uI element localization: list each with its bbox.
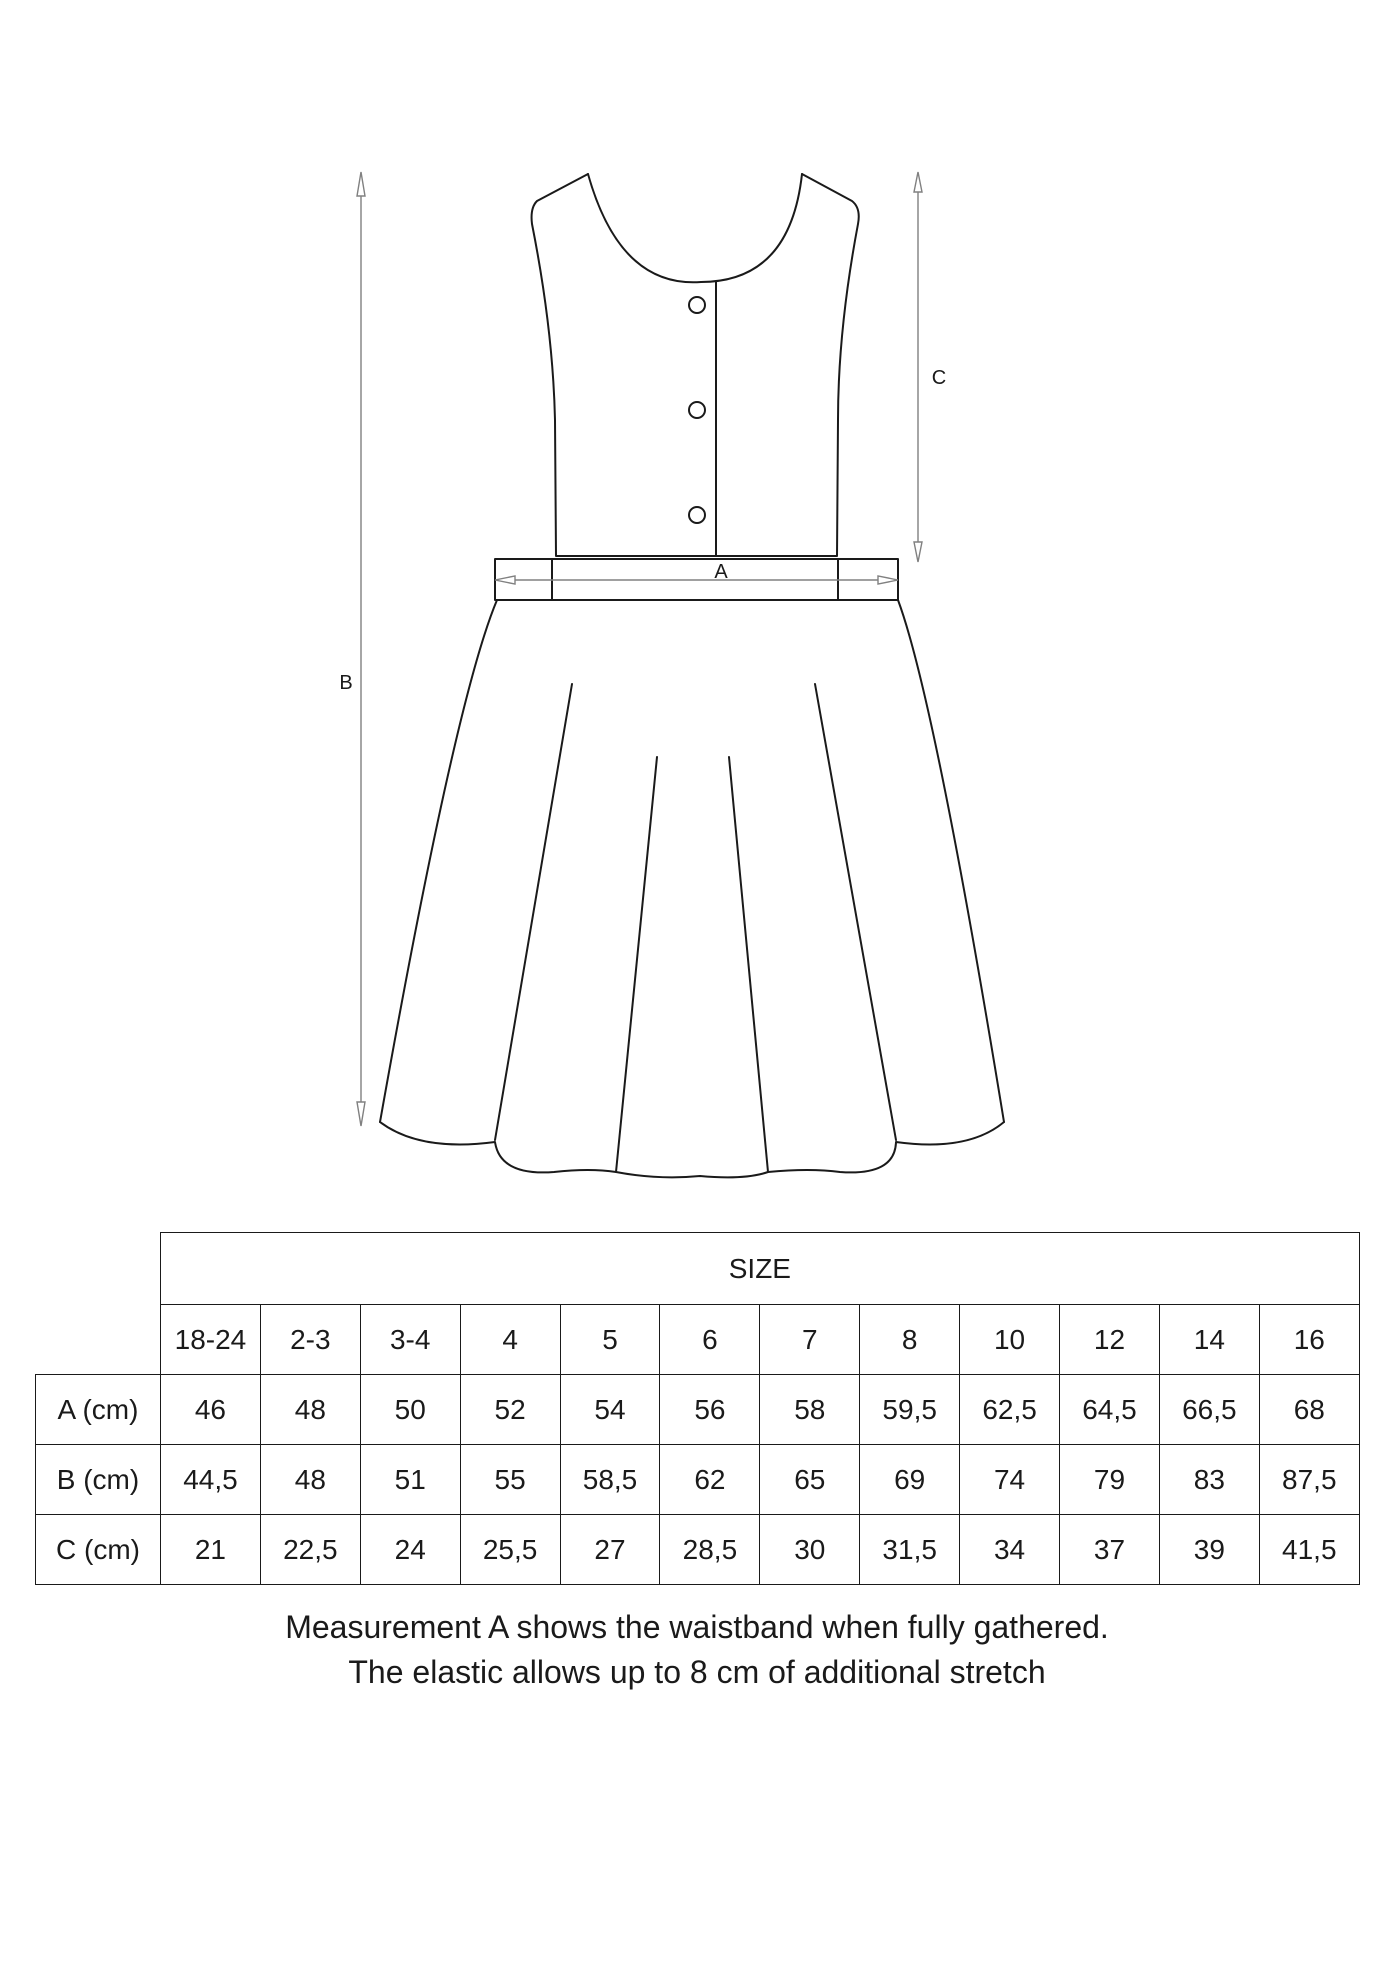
button-1 [689, 297, 705, 313]
dimension-a-arrow-right [878, 576, 898, 584]
dimension-a-label: A [714, 561, 728, 583]
size-label: 4 [460, 1305, 560, 1375]
value-cell: 39 [1159, 1515, 1259, 1585]
value-cell: 48 [260, 1375, 360, 1445]
pleat-line-4 [815, 684, 896, 1140]
value-cell: 34 [960, 1515, 1060, 1585]
neckline [588, 174, 802, 282]
value-cell: 74 [960, 1445, 1060, 1515]
size-label: 10 [960, 1305, 1060, 1375]
value-cell: 58 [760, 1375, 860, 1445]
skirt-left-seam [380, 600, 497, 1122]
dimension-c-arrow-bottom [914, 542, 922, 562]
value-cell: 48 [260, 1445, 360, 1515]
value-cell: 54 [560, 1375, 660, 1445]
size-header-cell: SIZE [161, 1233, 1360, 1305]
row-label: B (cm) [36, 1445, 161, 1515]
size-label: 18-24 [161, 1305, 261, 1375]
value-cell: 87,5 [1259, 1445, 1359, 1515]
value-cell: 58,5 [560, 1445, 660, 1515]
size-label: 14 [1159, 1305, 1259, 1375]
bodice-outline [532, 174, 859, 556]
size-header-row [36, 1233, 1360, 1305]
value-cell: 69 [860, 1445, 960, 1515]
value-cell: 44,5 [161, 1445, 261, 1515]
size-label: 12 [1060, 1305, 1160, 1375]
size-label: 8 [860, 1305, 960, 1375]
pleat-line-1 [495, 684, 572, 1140]
value-cell: 46 [161, 1375, 261, 1445]
note-line-2: The elastic allows up to 8 cm of additional stretch [348, 1654, 1046, 1690]
size-label: 16 [1259, 1305, 1359, 1375]
button-3 [689, 507, 705, 523]
pleat-line-2 [616, 757, 657, 1172]
size-label: 7 [760, 1305, 860, 1375]
value-cell: 37 [1060, 1515, 1160, 1585]
size-label: 2-3 [260, 1305, 360, 1375]
measurement-row-a [36, 1375, 1360, 1445]
dimension-a-arrow-left [495, 576, 515, 584]
value-cell: 30 [760, 1515, 860, 1585]
value-cell: 62,5 [960, 1375, 1060, 1445]
pleat-line-3 [729, 757, 768, 1172]
corner-blank-cell [36, 1233, 161, 1305]
button-2 [689, 402, 705, 418]
value-cell: 79 [1060, 1445, 1160, 1515]
value-cell: 31,5 [860, 1515, 960, 1585]
value-cell: 56 [660, 1375, 760, 1445]
value-cell: 24 [360, 1515, 460, 1585]
value-cell: 50 [360, 1375, 460, 1445]
corner-blank-cell [36, 1305, 161, 1375]
value-cell: 65 [760, 1445, 860, 1515]
skirt-right-seam [898, 600, 1004, 1122]
value-cell: 25,5 [460, 1515, 560, 1585]
note-line-1: Measurement A shows the waistband when fully gathered. [285, 1609, 1109, 1645]
row-label: A (cm) [36, 1375, 161, 1445]
size-chart-table [35, 1232, 1360, 1585]
size-labels-row [36, 1305, 1360, 1375]
value-cell: 55 [460, 1445, 560, 1515]
value-cell: 27 [560, 1515, 660, 1585]
value-cell: 66,5 [1159, 1375, 1259, 1445]
value-cell: 59,5 [860, 1375, 960, 1445]
dimension-b-arrow-bottom [357, 1102, 365, 1126]
dimension-c-label: C [931, 367, 947, 389]
measurement-row-c [36, 1515, 1360, 1585]
value-cell: 64,5 [1060, 1375, 1160, 1445]
skirt-hem [380, 1122, 1004, 1177]
dimension-b-label: B [339, 672, 353, 694]
measurement-row-b [36, 1445, 1360, 1515]
value-cell: 41,5 [1259, 1515, 1359, 1585]
size-label: 3-4 [360, 1305, 460, 1375]
size-label: 5 [560, 1305, 660, 1375]
value-cell: 62 [660, 1445, 760, 1515]
value-cell: 51 [360, 1445, 460, 1515]
value-cell: 52 [460, 1375, 560, 1445]
value-cell: 68 [1259, 1375, 1359, 1445]
dimension-b-arrow-top [357, 172, 365, 196]
value-cell: 28,5 [660, 1515, 760, 1585]
value-cell: 83 [1159, 1445, 1259, 1515]
value-cell: 21 [161, 1515, 261, 1585]
row-label: C (cm) [36, 1515, 161, 1585]
value-cell: 22,5 [260, 1515, 360, 1585]
dimension-c-arrow-top [914, 172, 922, 192]
size-label: 6 [660, 1305, 760, 1375]
